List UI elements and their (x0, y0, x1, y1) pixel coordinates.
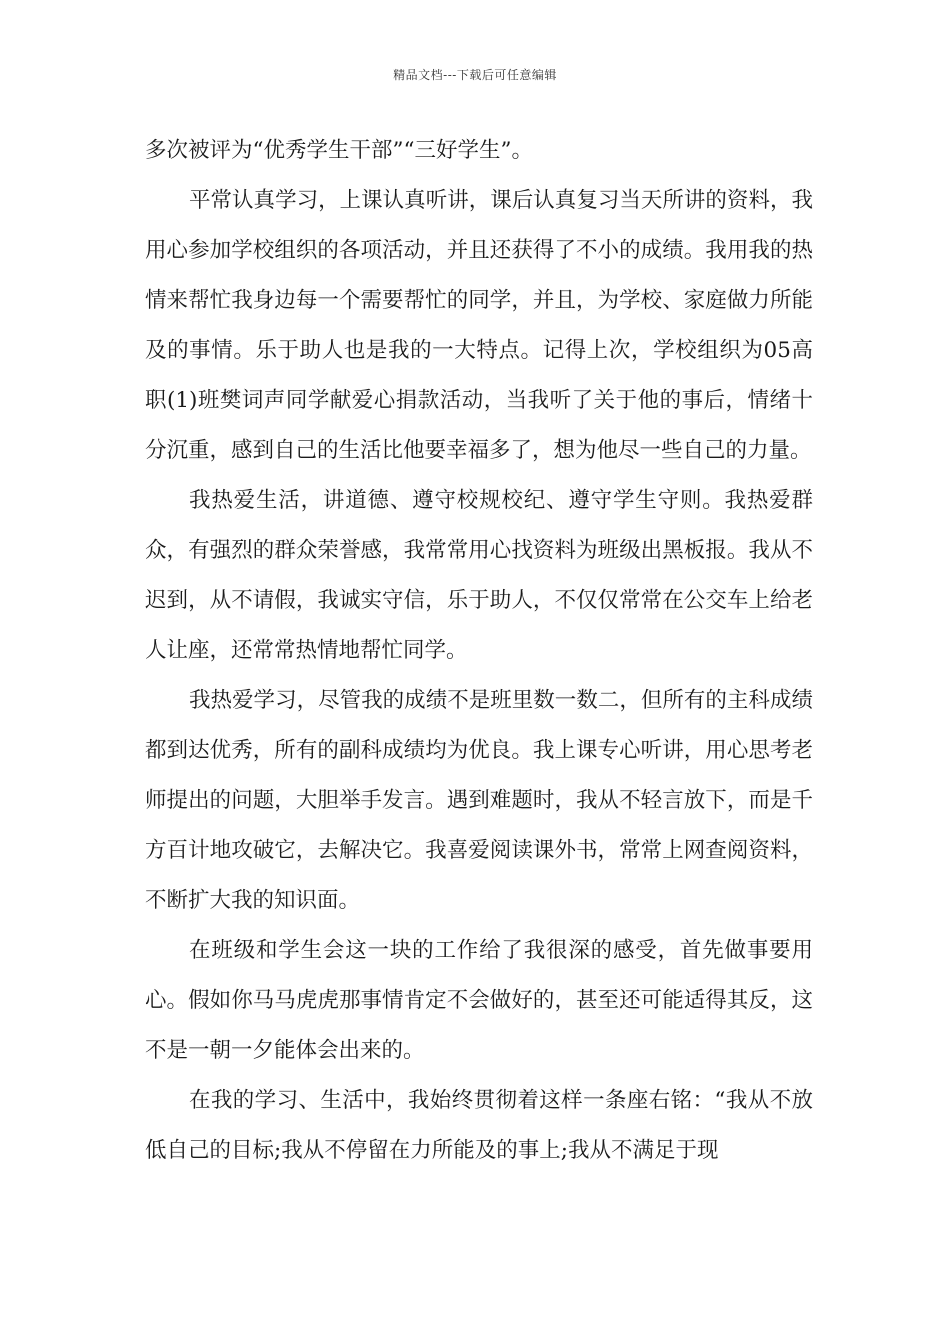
paragraph-1: 多次被评为“优秀学生干部”“三好学生”。 (145, 138, 533, 163)
paragraph-6: 在我的学习、生活中，我始终贯彻着这样一条座右铭：“我从不放低自己的目标;我从不停留在力所能及的事上;我从不满足于现 (145, 1088, 813, 1163)
paragraph-2: 平常认真学习，上课认真听讲，课后认真复习当天所讲的资料，我用心参加学校组织的各项活动，并且还获得了不小的成绩。我用我的热情来帮忙我身边每一个需要帮忙的同学，并且，为学校、家庭做力所能及的事情。乐于助人也是我的一大特点。记得上次，学校组织为05高职(1)班樊词声同学献爱心捐款活动，当我听了关于他的事后，情绪十分沉重，感到自己的生活比他要幸福多了，想为他尽一些自己的力量。 (145, 188, 813, 463)
document-body (145, 126, 813, 1176)
paragraph-4: 我热爱学习，尽管我的成绩不是班里数一数二，但所有的主科成绩都到达优秀，所有的副科成绩均为优良。我上课专心听讲，用心思考老师提出的问题，大胆举手发言。遇到难题时，我从不轻言放下，而是千方百计地攻破它，去解决它。我喜爱阅读课外书，常常上网查阅资料，不断扩大我的知识面。 (145, 688, 813, 913)
page-header: 精品文档---下载后可任意编辑 (393, 68, 557, 82)
paragraph-5: 在班级和学生会这一块的工作给了我很深的感受，首先做事要用心。假如你马马虎虎那事情肯定不会做好的，甚至还可能适得其反，这不是一朝一夕能体会出来的。 (145, 938, 813, 1063)
paragraph-3: 我热爱生活，讲道德、遵守校规校纪、遵守学生守则。我热爱群众，有强烈的群众荣誉感，我常常用心找资料为班级出黑板报。我从不迟到，从不请假，我诚实守信，乐于助人，不仅仅常常在公交车上给老人让座，还常常热情地帮忙同学。 (145, 488, 813, 663)
